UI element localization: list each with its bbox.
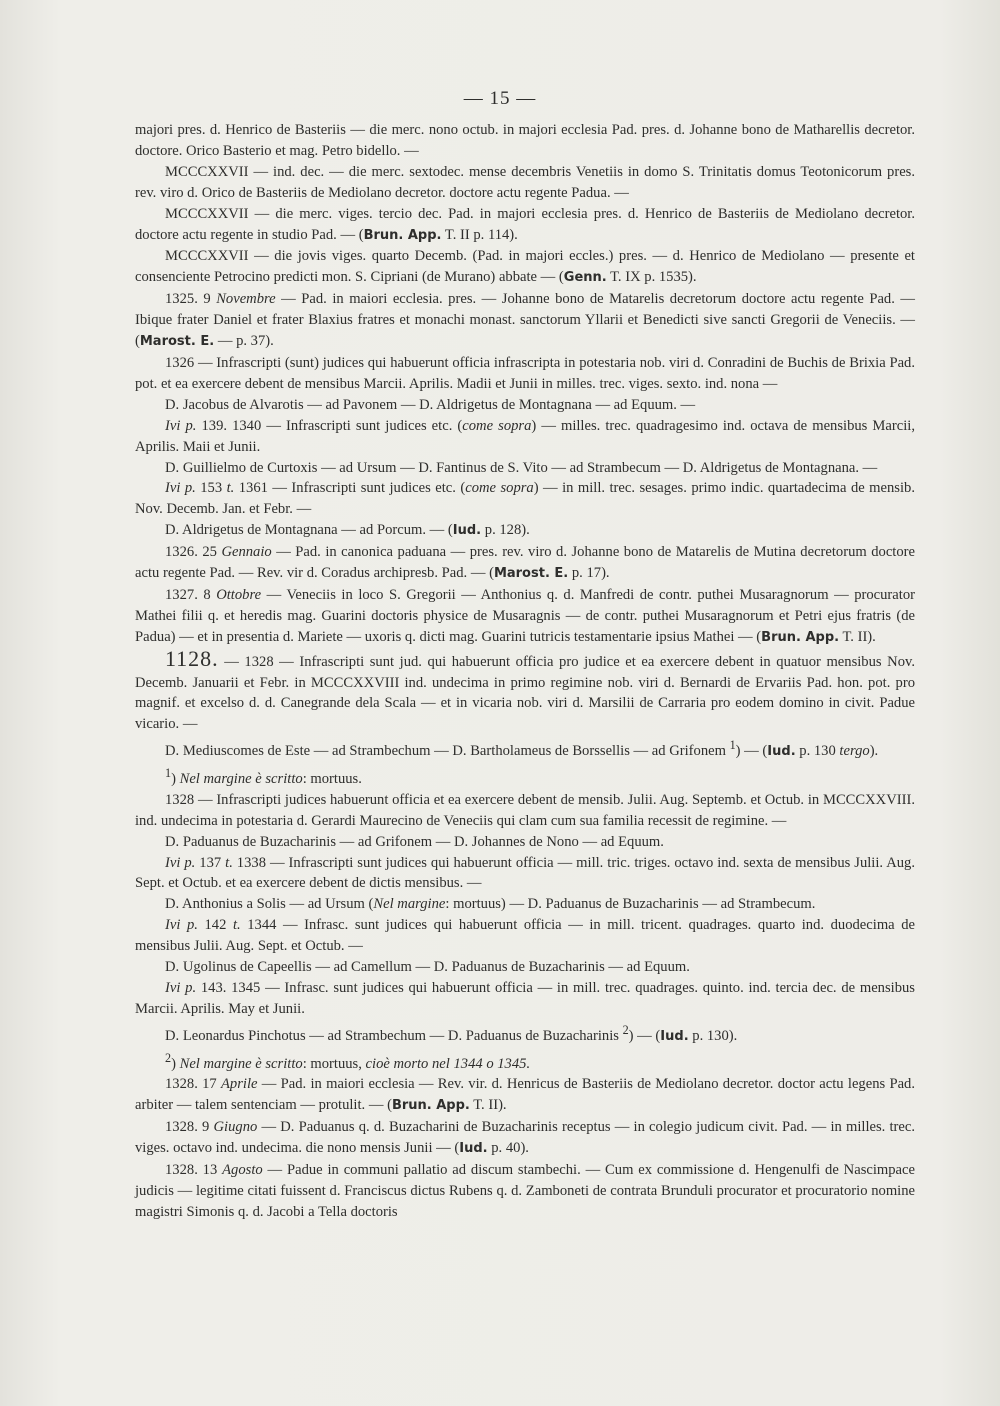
- paragraph: D. Anthonius a Solis — ad Ursum (Nel margine: mortuus) — D. Paduanus de Buzacharinis — ad Strambecum.: [165, 896, 816, 913]
- paragraph: Ivi p. 139. 1340 — Infrascripti sunt judices etc. (come sopra) — milles. trec. quadragesimo ind. octava de mensibus Marcii, Aprilis. Maii et Junii.: [135, 417, 915, 455]
- paragraph: MCCCXXVII — die merc. viges. tercio dec. Pad. in majori ecclesia pres. d. Henrico de Basteriis de Mediolano decretor. doctore actu regente in studio Pad. — (Brun. App. T. II p. 114).: [135, 205, 915, 243]
- paragraph: Ivi p. 143. 1345 — Infrasc. sunt judices qui habuerunt officia — in mill. trec. quadrages. quinto. ind. tercia dec. de mensibus Marcii. Aprilis. May et Junii.: [135, 979, 915, 1017]
- paragraph: D. Paduanus de Buzacharinis — ad Grifonem — D. Johannes de Nono — ad Equum.: [165, 833, 664, 850]
- paragraph: D. Leonardus Pinchotus — ad Strambechum — D. Paduanus de Buzacharinis $^2$) — (Iud. p. 130).: [165, 1022, 738, 1044]
- paragraph: Ivi p. 153 t. 1361 — Infrascripti sunt judices etc. (come sopra) — in mill. trec. sesages. primo indic. quartadecima de mensib. Nov. Decemb. Jan. et Febr. —: [135, 480, 915, 518]
- page-number: — 15 —: [463, 88, 537, 109]
- section-paragraph: 1128. — 1328 — Infrascripti sunt jud. qui habuerunt officia pro judice et ea exercere debent in quatuor mensibus Nov. Decemb. Januarii et Febr. in MCCCXXVIII ind. undecima in primo regimine nob. viri d. Bernardi de Ervariis Pad. hon. pot. pro magnif. et excelso d. d. Canegrande dela Scala — et in vicaria nob. viri d. Marsilii de Carraria pro eodem domino in civit. Padue vicario. —: [135, 645, 915, 733]
- paragraph: Ivi p. 142 t. 1344 — Infrasc. sunt judices qui habuerunt officia — in mill. tricent. quadrages. quarto ind. duodecima de mensibus Julii. Aug. Sept. et Octub. —: [135, 917, 915, 955]
- paragraph: 1326. 25 Gennaio — Pad. in canonica paduana — pres. rev. viro d. Johanne bono de Matarelis de Mutina decretorum doctore actu regente Pad. — Rev. vir d. Coradus archipresb. Pad. — (Marost. E. p. 17).: [135, 544, 915, 582]
- paragraph: 1325. 9 Novembre — Pad. in maiori ecclesia. pres. — Johanne bono de Matarelis decretorum doctore actu regente Pad. — Ibique frater Daniel et frater Blaxius fratres et monachi monast. sanctorum Yllarii et Benedicti sive sancti Gregorii de Veneciis. — (Marost. E. — p. 37).: [135, 291, 915, 350]
- paragraph: 1328. 13 Agosto — Padue in communi pallatio ad discum stambechi. — Cum ex commissione d. Hengenulfi de Nascimpace judicis — legitime citati fuissent d. Franciscus dictus Rubens q. d. Zamboneti de contrata Brunduli procurator et procuratorio nomine magistri Simonis q. d. Jacobi a Tella doctoris: [135, 1161, 915, 1220]
- paragraph: 1327. 8 Ottobre — Veneciis in loco S. Gregorii — Anthonius q. d. Manfredi de contr. puthei Musaragnorum — procurator Mathei filii q. et heredis mag. Guarini doctoris physice de Musaragnis — de contr. puthei Musaragnorum et Petri ejus fratris (de Padua) — et in presentia d. Mariete — uxoris q. dicti mag. Guarini tutricis testamentarie ipsius Mathei — (Brun. App. T. II).: [135, 586, 915, 645]
- paragraph: 1328. 17 Aprile — Pad. in maiori ecclesia — Rev. vir. d. Henricus de Basteriis de Mediolano decretor. doctor actu legens Pad. arbiter — talem sentenciam — protulit. — (Brun. App. T. II).: [135, 1076, 915, 1114]
- paragraph: majori pres. d. Henrico de Basteriis — die merc. nono octub. in majori ecclesia Pad. pres. d. Johanne bono de Matharellis decretor. doctore. Orico Basterio et mag. Petro bidello. —: [135, 122, 915, 159]
- paragraph: 1328. 9 Giugno — D. Paduanus q. d. Buzacharini de Buzacharinis receptus — in colegio judicum civit. Pad. — in milles. trec. viges. octavo ind. undecima. die nono mensis Junii — (Iud. p. 40).: [135, 1119, 915, 1157]
- paragraph: D. Ugolinus de Capeellis — ad Camellum — D. Paduanus de Buzacharinis — ad Equum.: [165, 959, 690, 976]
- paragraph: D. Aldrigetus de Montagnana — ad Porcum. — (Iud. p. 128).: [165, 522, 530, 539]
- footnote: $^1$) Nel margine è scritto: mortuus.: [165, 766, 362, 787]
- paragraph: 1326 — Infrascripti (sunt) judices qui habuerunt officia infrascripta in potestaria nob. viri d. Conradini de Buchis de Brixia Pad. pot. et ea exercere debent de mensibus Marcii. Aprilis. Madii et Junii in milles. trec. viges. sexto. ind. nona —: [135, 354, 915, 392]
- body-text: [135, 120, 915, 1223]
- paragraph: 1328 — Infrascripti judices habuerunt officia et ea exercere debent de mensib. Julii. Aug. Septemb. et Octub. in MCCCXXVIII. ind. undecima in potestaria d. Gerardi Maurecino de Veneciis qui clam cum sua familia recessit de regimine. —: [135, 791, 915, 829]
- paragraph: D. Mediuscomes de Este — ad Strambechum — D. Bartholameus de Borssellis — ad Grifonem $^1$) — (Iud. p. 130 tergo).: [165, 738, 879, 760]
- paragraph: MCCCXXVII — ind. dec. — die merc. sextodec. mense decembris Venetiis in domo S. Trinitatis domus Teotonicorum pres. rev. viro d. Orico de Basteriis de Mediolano decretor. doctore actu regente Padua. —: [135, 163, 915, 201]
- paragraph: D. Jacobus de Alvarotis — ad Pavonem — D. Aldrigetus de Montagnana — ad Equum. —: [165, 396, 696, 413]
- paragraph: Ivi p. 137 t. 1338 — Infrascripti sunt judices qui habuerunt officia — mill. tric. triges. octavo ind. sexta de mensibus Julii. Aug. Sept. et Octub. et ea exercere debent de dictis mensibus. —: [135, 854, 916, 892]
- paragraph: MCCCXXVII — die jovis viges. quarto Decemb. (Pad. in majori eccles.) pres. — d. Henrico de Mediolano — presente et consenciente Petrocino predicti mon. S. Cipriani (de Murano) abbate — (Genn. T. IX p. 1535).: [135, 248, 915, 286]
- paragraph: D. Guillielmo de Curtoxis — ad Ursum — D. Fantinus de S. Vito — ad Strambecum — D. Aldrigetus de Montagnana. —: [165, 459, 878, 476]
- footnote: $^2$) Nel margine è scritto: mortuus, cioè morto nel 1344 o 1345.: [165, 1050, 531, 1072]
